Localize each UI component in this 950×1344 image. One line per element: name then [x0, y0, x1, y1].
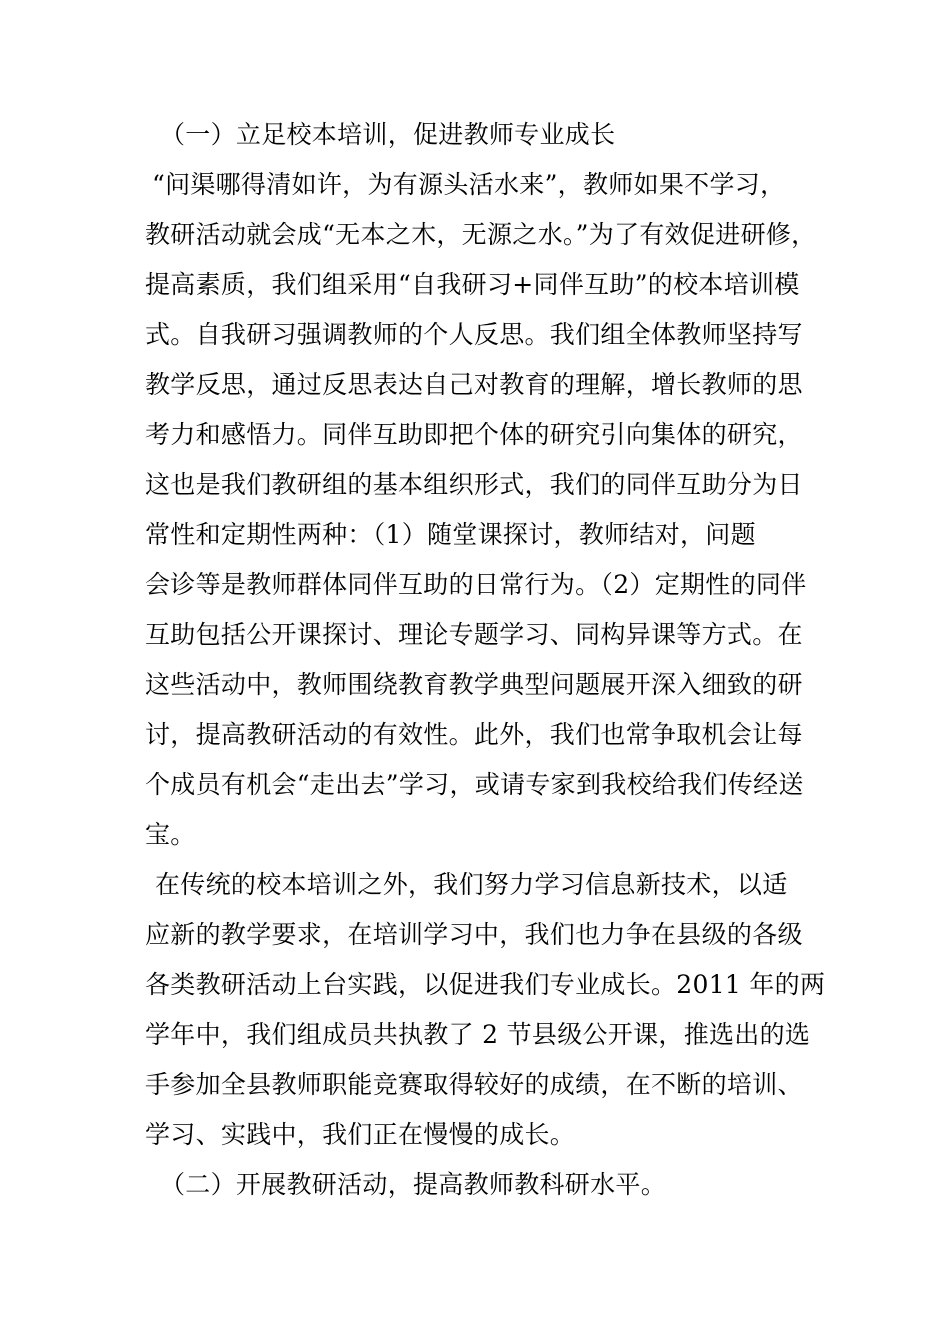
- paragraph-line: 学习、实践中，我们正在慢慢的成长。: [145, 1120, 576, 1149]
- paragraph-line: “问渠哪得清如许，为有源头活水来”，教师如果不学习，: [152, 170, 786, 199]
- section-heading-1: （一）立足校本培训，促进教师专业成长: [160, 120, 616, 149]
- paragraph-line: 常性和定期性两种：（1）随堂课探讨，教师结对，问题: [145, 520, 756, 549]
- paragraph-line: 这些活动中，教师围绕教育教学典型问题展开深入细致的研: [145, 670, 803, 699]
- paragraph-line: 应新的教学要求，在培训学习中，我们也力争在县级的各级: [145, 920, 803, 949]
- paragraph-line: 提高素质，我们组采用“自我研习+同伴互助”的校本培训模: [145, 270, 800, 299]
- paragraph-line: 互助包括公开课探讨、理论专题学习、同构异课等方式。在: [145, 620, 803, 649]
- paragraph-line: 考力和感悟力。同伴互助即把个体的研究引向集体的研究，: [145, 420, 803, 449]
- paragraph-line: 宝。: [145, 820, 196, 849]
- paragraph-line: 个成员有机会“走出去”学习，或请专家到我校给我们传经送: [145, 770, 804, 799]
- paragraph-line: 在传统的校本培训之外，我们努力学习信息新技术，以适: [155, 870, 788, 899]
- paragraph-line: 各类教研活动上台实践，以促进我们专业成长。2011 年的两: [145, 970, 826, 999]
- section-heading-2: （二）开展教研活动，提高教师教科研水平。: [160, 1170, 667, 1199]
- paragraph-line: 会诊等是教师群体同伴互助的日常行为。（2）定期性的同伴: [145, 570, 807, 599]
- paragraph-line: 学年中，我们组成员共执教了 2 节县级公开课，推选出的选: [145, 1020, 811, 1049]
- paragraph-line: 讨，提高教研活动的有效性。此外，我们也常争取机会让每: [145, 720, 803, 749]
- paragraph-line: 教研活动就会成“无本之木，无源之水。”为了有效促进研修，: [145, 220, 817, 249]
- paragraph-line: 教学反思，通过反思表达自己对教育的理解，增长教师的思: [145, 370, 803, 399]
- paragraph-line: 式。自我研习强调教师的个人反思。我们组全体教师坚持写: [145, 320, 803, 349]
- paragraph-line: 手参加全县教师职能竞赛取得较好的成绩，在不断的培训、: [145, 1070, 803, 1099]
- paragraph-line: 这也是我们教研组的基本组织形式，我们的同伴互助分为日: [145, 470, 803, 499]
